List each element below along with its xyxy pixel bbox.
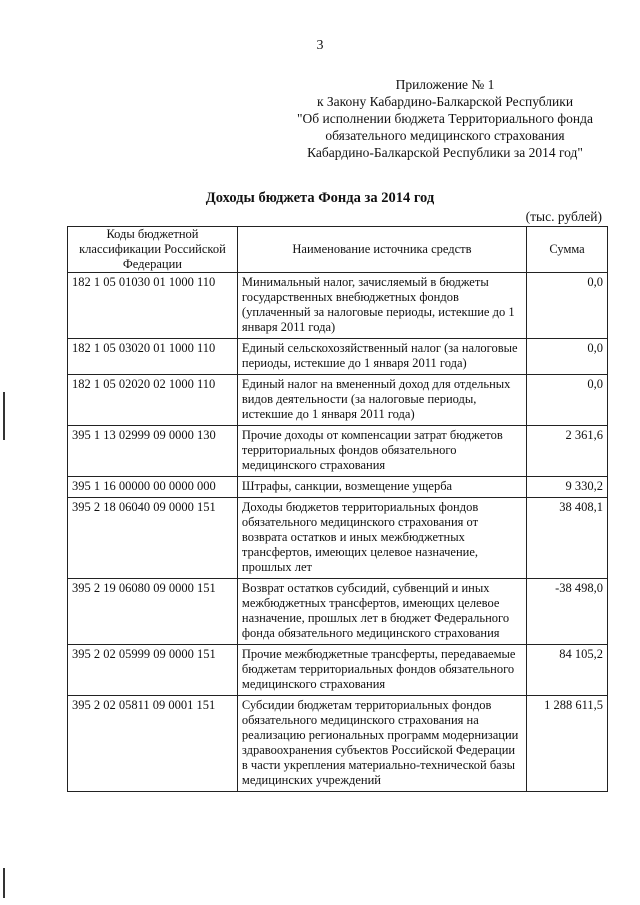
appendix-line: "Об исполнении бюджета Территориального фонда (296, 111, 593, 126)
appendix-line: Кабардино-Балкарской Республики за 2014 год" (307, 145, 583, 160)
table-row (68, 645, 608, 696)
row-code: 395 2 02 05811 09 0001 151 (68, 696, 238, 792)
row-sum: 9 330,2 (527, 477, 608, 498)
document-title: Доходы бюджета Фонда за 2014 год (205, 190, 435, 206)
appendix-line: обязательного медицинского страхования (325, 128, 565, 143)
table-row (68, 426, 608, 477)
appendix-line: Приложение № 1 (395, 77, 495, 92)
row-name: Штрафы, санкции, возмещение ущерба (237, 477, 526, 498)
row-name: Возврат остатков субсидий, субвенций и иных межбюджетных трансфертов, имеющих целевое назначение, прошлых лет в бюджет Федерального фонда обязательного медицинского страхования (237, 579, 526, 645)
row-code: 395 2 18 06040 09 0000 151 (68, 498, 238, 579)
row-name: Прочие межбюджетные трансферты, передаваемые бюджетам территориальных фондов обязательного медицинского страхования (237, 645, 526, 696)
row-code: 395 2 19 06080 09 0000 151 (68, 579, 238, 645)
table-row (68, 579, 608, 645)
header-code: Коды бюджетной классификации Российской Федерации (68, 227, 238, 273)
row-name: Единый налог на вмененный доход для отдельных видов деятельности (за налоговые периоды, истекшие до 1 января 2011 года) (237, 375, 526, 426)
row-name: Минимальный налог, зачисляемый в бюджеты государственных внебюджетных фондов (уплаченный за налоговые периоды, истекшие до 1 января 2011 года) (237, 273, 526, 339)
appendix-header (270, 76, 620, 161)
table-header-row (68, 227, 608, 273)
row-name: Единый сельскохозяйственный налог (за налоговые периоды, истекшие до 1 января 2011 года) (237, 339, 526, 375)
row-name: Прочие доходы от компенсации затрат бюджетов территориальных фондов обязательного медицинского страхования (237, 426, 526, 477)
table-row (68, 339, 608, 375)
revenue-table (67, 226, 608, 792)
row-code: 182 1 05 01030 01 1000 110 (68, 273, 238, 339)
row-code: 395 1 16 00000 00 0000 000 (68, 477, 238, 498)
header-sum: Сумма (527, 227, 608, 273)
table-row (68, 498, 608, 579)
page-number: 3 (316, 38, 324, 53)
header-name: Наименование источника средств (237, 227, 526, 273)
table-row (68, 273, 608, 339)
table-row (68, 696, 608, 792)
scan-margin-mark (3, 868, 5, 898)
table-row (68, 477, 608, 498)
row-code: 182 1 05 02020 02 1000 110 (68, 375, 238, 426)
row-code: 182 1 05 03020 01 1000 110 (68, 339, 238, 375)
row-sum: 0,0 (527, 375, 608, 426)
appendix-line: к Закону Кабардино-Балкарской Республики (316, 94, 574, 109)
row-sum: 0,0 (527, 339, 608, 375)
row-sum: 84 105,2 (527, 645, 608, 696)
row-name: Субсидии бюджетам территориальных фондов обязательного медицинского страхования на реализацию региональных программ модернизации здравоохранения субъектов Российской Федерации в части укрепления материально-технической базы медицинских учреждений (237, 696, 526, 792)
row-sum: 0,0 (527, 273, 608, 339)
units-label: (тыс. рублей) (525, 209, 602, 224)
table-row (68, 375, 608, 426)
row-code: 395 2 02 05999 09 0000 151 (68, 645, 238, 696)
scan-margin-mark (3, 392, 5, 440)
row-sum: -38 498,0 (527, 579, 608, 645)
row-name: Доходы бюджетов территориальных фондов обязательного медицинского страхования от возврата остатков и иных межбюджетных трансфертов, имеющих целевое назначение, прошлых лет (237, 498, 526, 579)
row-sum: 2 361,6 (527, 426, 608, 477)
row-sum: 1 288 611,5 (527, 696, 608, 792)
row-code: 395 1 13 02999 09 0000 130 (68, 426, 238, 477)
row-sum: 38 408,1 (527, 498, 608, 579)
